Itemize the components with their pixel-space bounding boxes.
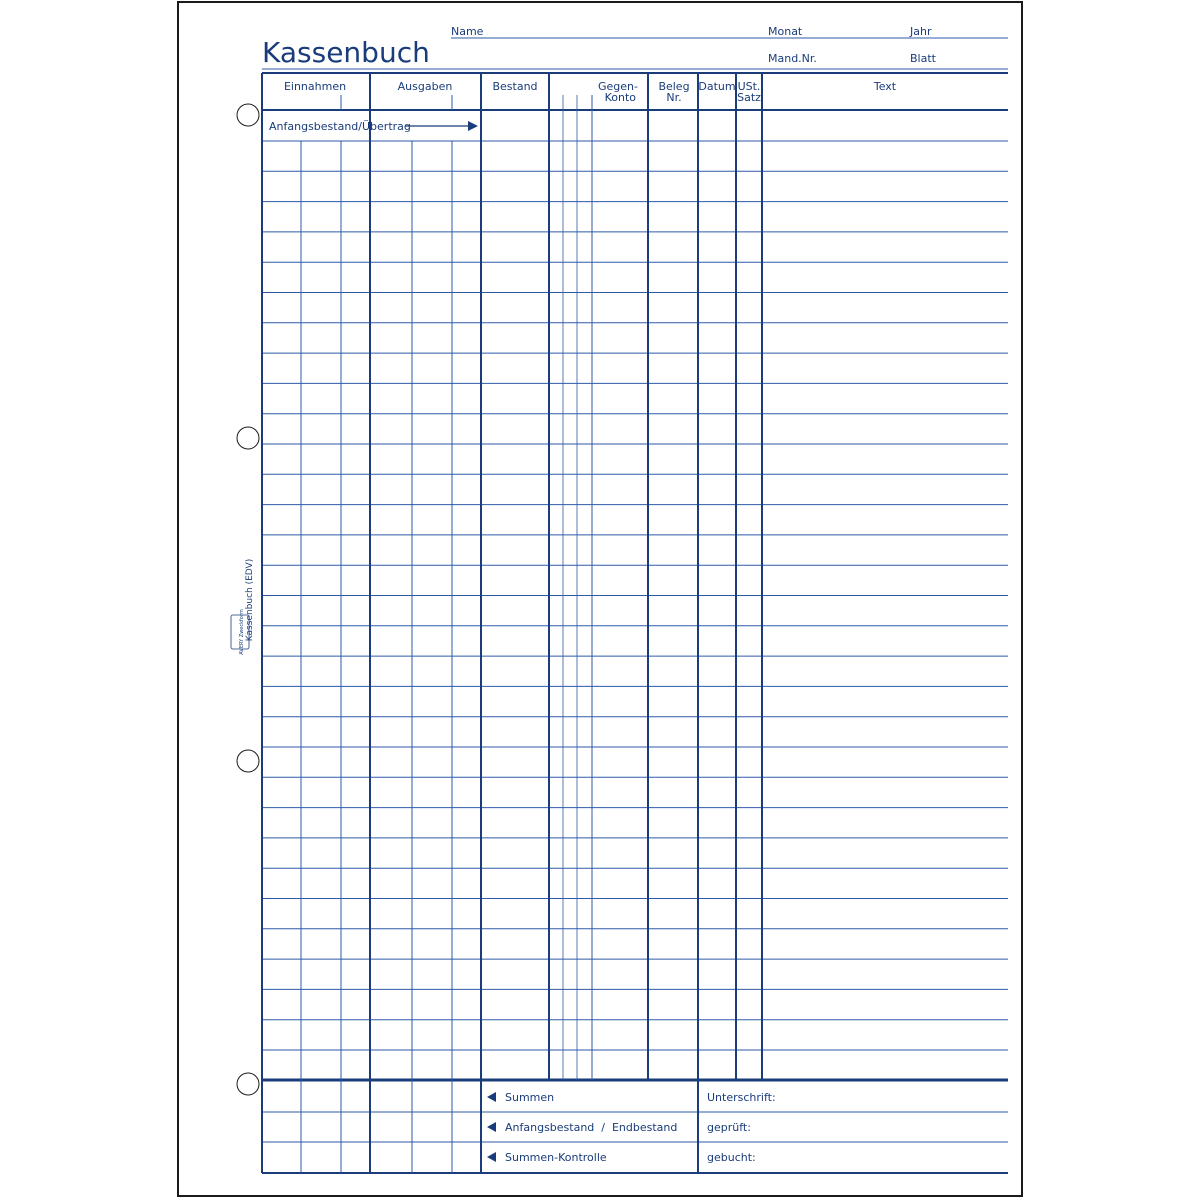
column-header-beleg-line2: Nr. xyxy=(666,91,682,104)
punch-hole xyxy=(237,750,259,772)
arrow-right-icon xyxy=(405,121,478,131)
anfangsbestand-endbestand-label: Anfangsbestand / Endbestand xyxy=(505,1121,678,1134)
name-label: Name xyxy=(451,25,484,38)
gebucht-label: gebucht: xyxy=(707,1151,756,1164)
logo-text: AVERY Zweckform xyxy=(239,609,245,655)
column-header-einnahmen: Einnahmen xyxy=(283,80,347,93)
triangle-left-icon xyxy=(487,1152,496,1162)
column-header-ust-line2: Satz xyxy=(737,91,761,104)
triangle-left-icon xyxy=(487,1092,496,1102)
column-header-ausgaben: Ausgaben xyxy=(397,80,453,93)
side-form-label: Kassenbuch (EDV) xyxy=(245,558,255,642)
triangle-left-icon xyxy=(487,1122,496,1132)
blatt-label: Blatt xyxy=(910,52,936,65)
geprueft-label: geprüft: xyxy=(707,1121,751,1134)
column-header-beleg: Beleg xyxy=(658,80,690,93)
column-header-datum: Datum xyxy=(698,80,736,93)
unterschrift-label: Unterschrift: xyxy=(707,1091,776,1104)
form-title: Kassenbuch xyxy=(262,36,430,69)
column-header-ust: USt. xyxy=(737,80,761,93)
summen-label: Summen xyxy=(505,1091,555,1104)
column-header-text: Text xyxy=(873,80,897,93)
punch-hole xyxy=(237,104,259,126)
column-header-bestand: Bestand xyxy=(492,80,538,93)
summen-kontrolle-label: Summen-Kontrolle xyxy=(505,1151,607,1164)
column-header-gegenkonto: Gegen- xyxy=(598,80,638,93)
punch-hole xyxy=(237,1073,259,1095)
monat-label: Monat xyxy=(768,25,803,38)
punch-hole xyxy=(237,427,259,449)
column-header-gegenkonto-line2: Konto xyxy=(604,91,636,104)
jahr-label: Jahr xyxy=(910,25,932,38)
mand-nr-label: Mand.Nr. xyxy=(768,52,817,65)
opening-balance-label: Anfangsbestand/Übertrag xyxy=(269,120,411,133)
